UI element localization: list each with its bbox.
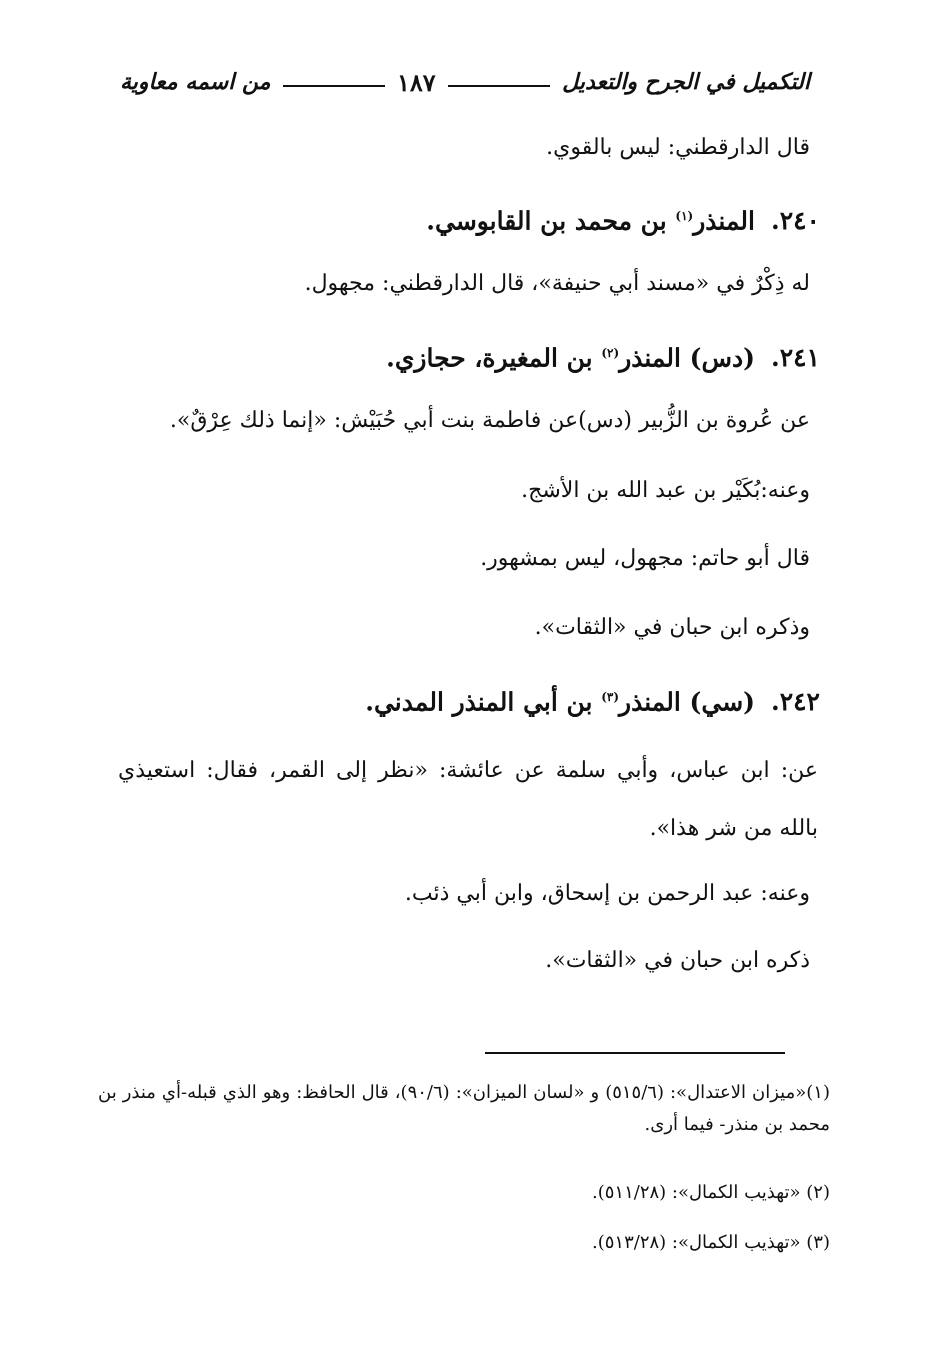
entry-name-rest: بن محمد بن القابوسي. (426, 206, 667, 236)
entry-code: (سي) (689, 687, 755, 717)
body-line: له ذِكْرٌ في «مسند أبي حنيفة»، قال الدارقطني: مجهول. (304, 271, 810, 296)
body-line: وذكره ابن حبان في «الثقات». (534, 615, 810, 640)
body-line: قال أبو حاتم: مجهول، ليس بمشهور. (480, 546, 810, 571)
entry-heading-241 (386, 333, 820, 378)
entry-number: ٢٤٢. (770, 687, 820, 717)
footnote-3: (٣) «تهذيب الكمال»: (٥١٣/٢٨). (592, 1232, 830, 1253)
running-header (120, 62, 810, 102)
entry-name: المنذر (693, 206, 755, 236)
footnote-ref: (١) (675, 209, 694, 223)
body-line: عن عُروة بن الزُّبير (دس)عن فاطمة بنت أبي حُبَيْش: «إنما ذلك عِرْقٌ». (169, 408, 810, 433)
entry-heading-242 (365, 677, 820, 722)
footnote-1: (١)«ميزان الاعتدال»: (٥١٥/٦) و «لسان الميزان»: (٩٠/٦)، قال الحافظ: وهو الذي قبله-أي منذر بن محمد بن منذر- فيما أرى. (98, 1082, 830, 1135)
entry-heading-240 (426, 196, 820, 241)
body-line: وعنه:بُكَيْر بن عبد الله بن الأشج. (521, 478, 810, 503)
section-title: من اسمه معاوية (119, 69, 271, 95)
footnote-divider (485, 1052, 785, 1054)
entry-name-rest: بن أبي المنذر المدني. (365, 687, 593, 717)
body-line: وعنه: عبد الرحمن بن إسحاق، وابن أبي ذئب. (404, 881, 810, 906)
entry-number: ٢٤١. (770, 343, 820, 373)
footnote-2: (٢) «تهذيب الكمال»: (٥١١/٢٨). (592, 1182, 830, 1203)
body-paragraph: عن: ابن عباس، وأبي سلمة عن عائشة: «نظر إلى القمر، فقال: استعيذي بالله من شر هذا». (118, 758, 818, 841)
entry-name-rest: بن المغيرة، حجازي. (386, 343, 593, 373)
book-title: التكميل في الجرح والتعديل (562, 69, 810, 95)
header-rule (283, 85, 385, 87)
entry-number: ٢٤٠. (770, 206, 820, 236)
page-number: ١٨٧ (397, 67, 436, 97)
footnote-ref: (٢) (601, 346, 620, 360)
header-rule (448, 85, 550, 87)
body-line: ذكره ابن حبان في «الثقات». (545, 948, 810, 973)
footnote-ref: (٣) (601, 690, 620, 704)
body-line: قال الدارقطني: ليس بالقوي. (546, 135, 810, 160)
entry-name: المنذر (619, 687, 681, 717)
entry-code: (دس) (689, 343, 755, 373)
entry-name: المنذر (619, 343, 681, 373)
